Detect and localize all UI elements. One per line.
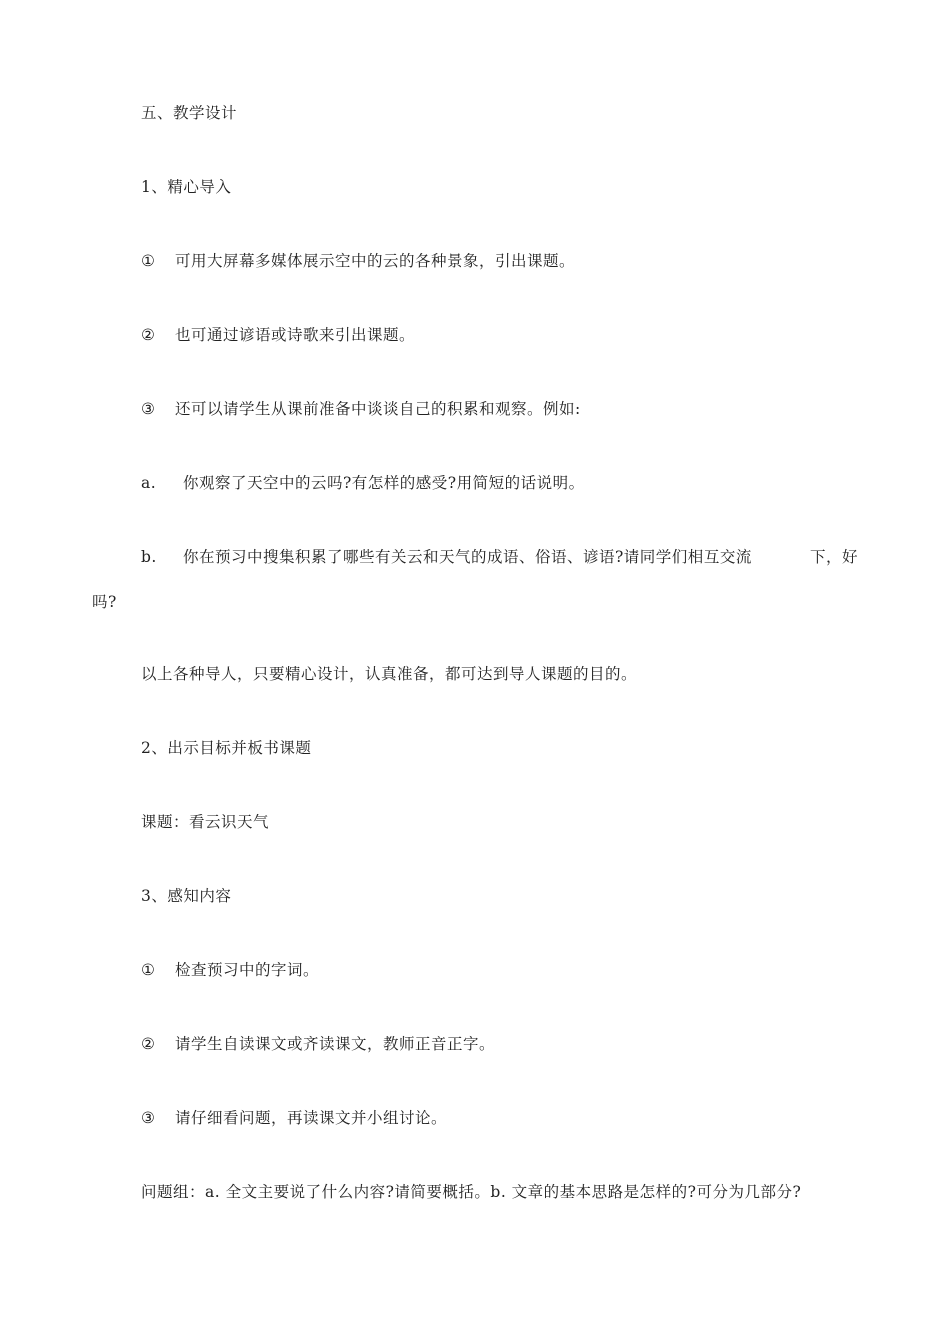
step2-title: 2、出示目标并板书课题 [141,739,312,757]
section-heading: 五、教学设计 [141,104,238,122]
sub-marker: b. [141,548,157,566]
step1-title: 1、精心导入 [141,178,232,196]
item-marker: ② [141,326,156,344]
sub-text: 你观察了天空中的云吗?有怎样的感受?用简短的话说明。 [183,474,585,492]
step1-sub-b-continuation: 吗? [92,593,117,611]
step1-item-3 [141,398,581,420]
item-marker: ① [141,961,156,979]
step1-sub-b [141,546,858,568]
step2-topic: 课题：看云识天气 [141,813,270,831]
item-marker: ① [141,252,156,270]
item-text: 请仔细看问题，再读课文并小组讨论。 [175,1109,448,1127]
item-text: 还可以请学生从课前准备中谈谈自己的积累和观察。例如: [175,400,581,418]
step3-questions: 问题组：a. 全文主要说了什么内容?请简要概括。b. 文章的基本思路是怎样的?可分为几部分? [141,1183,802,1201]
step3-item-3 [141,1107,447,1129]
step1-sub-a [141,472,585,494]
step3-item-2 [141,1033,495,1055]
item-text: 检查预习中的字词。 [175,961,320,979]
item-text: 也可通过谚语或诗歌来引出课题。 [175,326,416,344]
sub-text: 你在预习中搜集积累了哪些有关云和天气的成语、俗语、谚语?请同学们相互交流 [183,548,752,566]
sub-marker: a. [141,474,157,492]
item-marker: ③ [141,1109,156,1127]
item-text: 请学生自读课文或齐读课文，教师正音正字。 [175,1035,496,1053]
item-text: 可用大屏幕多媒体展示空中的云的各种景象，引出课题。 [175,252,576,270]
item-marker: ③ [141,400,156,418]
step1-item-1 [141,250,575,272]
item-marker: ② [141,1035,156,1053]
step3-item-1 [141,959,319,981]
step1-item-2 [141,324,415,346]
step3-title: 3、感知内容 [141,887,232,905]
sub-text-tail: 下，好 [809,548,858,566]
step1-summary: 以上各种导人，只要精心设计，认真准备，都可达到导人课题的目的。 [141,665,638,683]
